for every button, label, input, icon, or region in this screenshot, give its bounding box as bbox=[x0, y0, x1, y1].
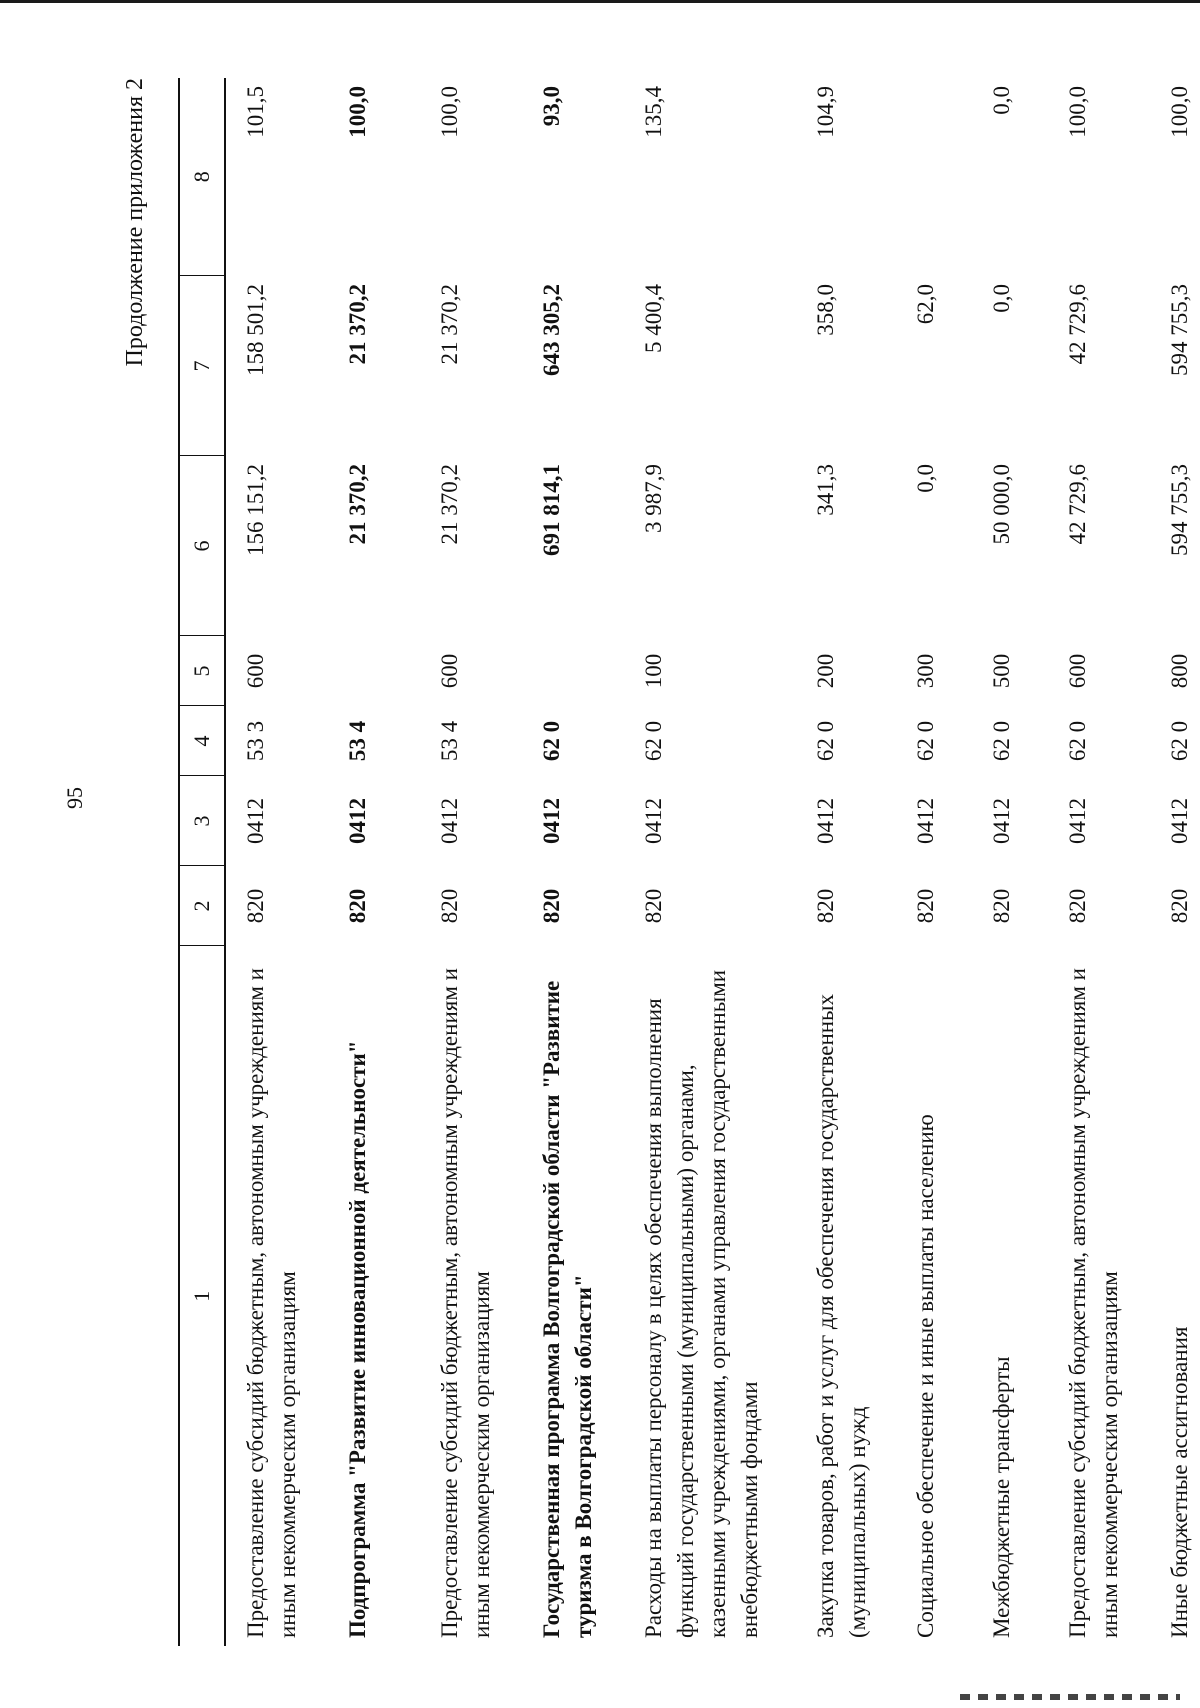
cell-admin-code: 820 bbox=[345, 888, 370, 924]
cell-actual: 21 370,2 bbox=[437, 284, 462, 365]
cell-target-code: 62 0 bbox=[539, 720, 564, 762]
table-row bbox=[896, 78, 972, 1646]
cell-admin-code: 820 bbox=[913, 888, 938, 924]
cell-planned: 21 370,2 bbox=[345, 464, 370, 545]
cell-admin-code: 820 bbox=[539, 888, 564, 924]
cell-planned: 0,0 bbox=[913, 464, 938, 493]
cell-expense-type: 300 bbox=[913, 653, 938, 689]
row-name: Государственная программа Волгоградской области "Развитие туризма в Волгоградской области" bbox=[539, 980, 596, 1638]
budget-table bbox=[178, 78, 1200, 1646]
cell-planned: 594 755,3 bbox=[1167, 464, 1192, 556]
table-row bbox=[420, 78, 522, 1646]
cell-target-code: 62 0 bbox=[813, 720, 838, 762]
row-name: Закупка товаров, работ и услуг для обеспечения государственных (муниципальных) нужд bbox=[813, 993, 870, 1638]
cell-actual: 21 370,2 bbox=[345, 284, 370, 365]
column-header: 1 bbox=[179, 946, 225, 1646]
table-row bbox=[796, 78, 896, 1646]
cell-actual: 594 755,3 bbox=[1167, 284, 1192, 376]
cell-actual: 358,0 bbox=[813, 284, 838, 336]
cell-admin-code: 820 bbox=[437, 888, 462, 924]
cell-expense-type: 100 bbox=[641, 653, 666, 689]
cell-planned: 691 814,1 bbox=[539, 464, 564, 556]
table-row bbox=[1150, 78, 1200, 1646]
cell-expense-type: 600 bbox=[243, 653, 268, 689]
column-header: 3 bbox=[179, 776, 225, 866]
cell-percent: 101,5 bbox=[243, 86, 268, 138]
cell-admin-code: 820 bbox=[243, 888, 268, 924]
cell-percent: 100,0 bbox=[1065, 86, 1090, 138]
cell-admin-code: 820 bbox=[989, 888, 1014, 924]
cell-actual: 42 729,6 bbox=[1065, 284, 1090, 365]
cell-admin-code: 820 bbox=[1167, 888, 1192, 924]
cell-admin-code: 820 bbox=[641, 888, 666, 924]
cell-planned: 341,3 bbox=[813, 464, 838, 516]
row-name: Иные бюджетные ассигнования bbox=[1167, 1326, 1192, 1638]
cell-target-code: 53 4 bbox=[345, 720, 370, 762]
cell-actual: 5 400,4 bbox=[641, 284, 666, 353]
cell-section-code: 0412 bbox=[1167, 798, 1192, 844]
cell-admin-code: 820 bbox=[813, 888, 838, 924]
cell-actual: 62,0 bbox=[913, 284, 938, 325]
table-row bbox=[225, 78, 328, 1646]
cell-section-code: 0412 bbox=[437, 798, 462, 844]
row-name: Подпрограмма "Развитие инновационной деятельности" bbox=[345, 1040, 370, 1638]
row-name: Социальное обеспечение и иные выплаты населению bbox=[913, 1114, 938, 1638]
table-row bbox=[1048, 78, 1150, 1646]
cell-section-code: 0412 bbox=[243, 798, 268, 844]
column-header: 7 bbox=[179, 276, 225, 456]
cell-percent: 93,0 bbox=[539, 86, 564, 127]
cell-expense-type: 600 bbox=[437, 653, 462, 689]
cell-expense-type: 200 bbox=[813, 653, 838, 689]
cell-section-code: 0412 bbox=[913, 798, 938, 844]
column-header: 2 bbox=[179, 866, 225, 946]
cell-target-code: 62 0 bbox=[641, 720, 666, 762]
row-name: Предоставление субсидий бюджетным, автономным учреждениям и иным некоммерческим организациям bbox=[437, 968, 494, 1638]
cell-percent: 100,0 bbox=[345, 86, 370, 138]
cell-percent: 104,9 bbox=[813, 86, 838, 138]
cell-target-code: 62 0 bbox=[913, 720, 938, 762]
header-row bbox=[179, 78, 225, 1646]
row-name: Межбюджетные трансферты bbox=[989, 1356, 1014, 1638]
cell-actual: 0,0 bbox=[989, 284, 1014, 313]
cell-section-code: 0412 bbox=[813, 798, 838, 844]
cell-expense-type: 800 bbox=[1167, 653, 1192, 689]
cell-expense-type: 600 bbox=[1065, 653, 1090, 689]
cell-percent bbox=[896, 78, 972, 276]
cell-actual: 158 501,2 bbox=[243, 284, 268, 376]
table-row bbox=[624, 78, 796, 1646]
cell-planned: 50 000,0 bbox=[989, 464, 1014, 545]
cell-section-code: 0412 bbox=[345, 798, 370, 844]
cell-section-code: 0412 bbox=[1065, 798, 1090, 844]
row-name: Предоставление субсидий бюджетным, автономным учреждениям и иным некоммерческим организациям bbox=[243, 968, 300, 1638]
cell-planned: 42 729,6 bbox=[1065, 464, 1090, 545]
table-row bbox=[522, 78, 624, 1646]
column-header: 4 bbox=[179, 706, 225, 776]
cell-section-code: 0412 bbox=[641, 798, 666, 844]
cell-percent: 100,0 bbox=[1167, 86, 1192, 138]
cell-section-code: 0412 bbox=[989, 798, 1014, 844]
cell-planned: 156 151,2 bbox=[243, 464, 268, 556]
cell-percent: 135,4 bbox=[641, 86, 666, 138]
table-row bbox=[972, 78, 1048, 1646]
cell-target-code: 62 0 bbox=[1065, 720, 1090, 762]
table-row bbox=[328, 78, 420, 1646]
cell-expense-type bbox=[522, 636, 624, 706]
column-header: 5 bbox=[179, 636, 225, 706]
row-name: Расходы на выплаты персоналу в целях обеспечения выполнения функций государственными (муниципальными) органами, казенными учреждениями, органами управления государственными внебюджетными фондами bbox=[641, 969, 762, 1638]
column-header: 6 bbox=[179, 456, 225, 636]
cell-section-code: 0412 bbox=[539, 798, 564, 844]
cell-expense-type bbox=[328, 636, 420, 706]
cell-admin-code: 820 bbox=[1065, 888, 1090, 924]
cell-percent: 0,0 bbox=[989, 86, 1014, 115]
appendix-caption: Продолжение приложения 2 bbox=[122, 78, 148, 367]
cell-planned: 21 370,2 bbox=[437, 464, 462, 545]
cell-expense-type: 500 bbox=[989, 653, 1014, 689]
row-name: Предоставление субсидий бюджетным, автономным учреждениям и иным некоммерческим организациям bbox=[1065, 968, 1122, 1638]
cell-target-code: 53 4 bbox=[437, 720, 462, 762]
cell-planned: 3 987,9 bbox=[641, 464, 666, 533]
column-header: 8 bbox=[179, 78, 225, 276]
cell-target-code: 62 0 bbox=[989, 720, 1014, 762]
cell-percent: 100,0 bbox=[437, 86, 462, 138]
cell-actual: 643 305,2 bbox=[539, 284, 564, 376]
page-number: 95 bbox=[62, 787, 87, 809]
cell-target-code: 53 3 bbox=[243, 720, 268, 762]
cell-target-code: 62 0 bbox=[1167, 720, 1192, 762]
